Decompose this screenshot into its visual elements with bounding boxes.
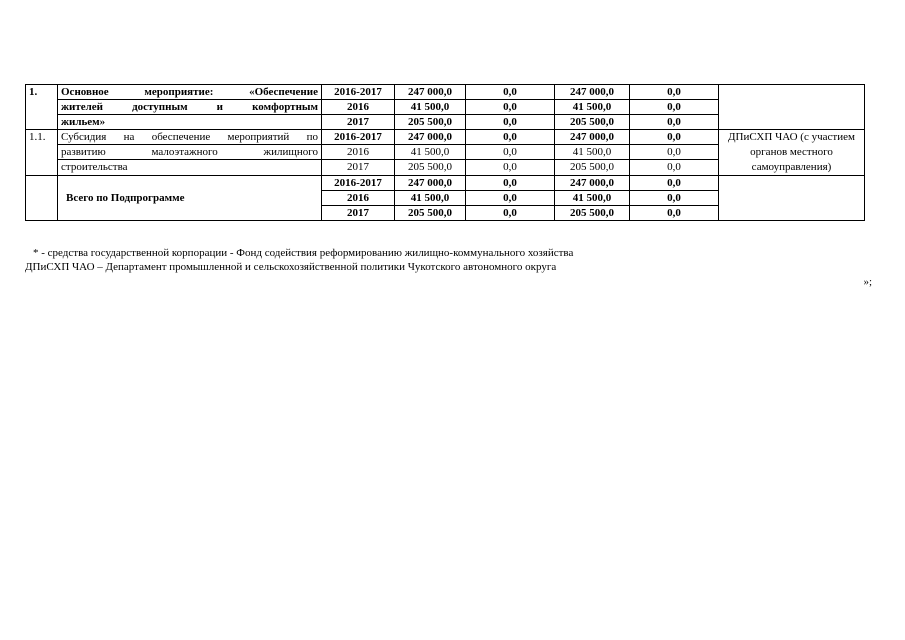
period-year: 2016 — [322, 145, 395, 160]
period-year: 2016-2017 — [322, 176, 395, 191]
period-col3: 0,0 — [630, 130, 719, 145]
period-col3: 0,0 — [630, 145, 719, 160]
period-col3: 0,0 — [630, 160, 719, 176]
total-label: Всего по Подпрограмме — [58, 176, 322, 221]
period-col3: 0,0 — [630, 206, 719, 221]
period-col1: 0,0 — [466, 160, 555, 176]
period-total: 205 500,0 — [395, 160, 466, 176]
footnote-asterisk: * - средства государственной корпорации - Фонд содействия реформированию жилищно-коммунального хозяйства — [33, 247, 574, 259]
period-year: 2016-2017 — [322, 85, 395, 100]
period-col3: 0,0 — [630, 85, 719, 100]
row-number: 1. — [26, 85, 58, 130]
period-total: 205 500,0 — [395, 206, 466, 221]
period-year: 2017 — [322, 160, 395, 176]
table-row — [26, 130, 865, 145]
closing-quote-mark: »; — [863, 276, 872, 288]
executor-cell — [719, 85, 865, 130]
row-description-line: жильем» — [58, 115, 322, 130]
period-col1: 0,0 — [466, 130, 555, 145]
period-col2: 205 500,0 — [555, 115, 630, 130]
footnote-abbreviation: ДПиСХП ЧАО – Департамент промышленной и сельскохозяйственной политики Чукотского автономного округа — [25, 261, 557, 273]
period-col2: 247 000,0 — [555, 176, 630, 191]
period-col2: 205 500,0 — [555, 206, 630, 221]
period-col2: 247 000,0 — [555, 85, 630, 100]
period-col2: 41 500,0 — [555, 191, 630, 206]
period-total: 247 000,0 — [395, 85, 466, 100]
period-year: 2016-2017 — [322, 130, 395, 145]
period-total: 247 000,0 — [395, 176, 466, 191]
period-col3: 0,0 — [630, 115, 719, 130]
period-col2: 41 500,0 — [555, 145, 630, 160]
period-year: 2017 — [322, 115, 395, 130]
row-number — [26, 176, 58, 221]
table-row — [26, 85, 865, 100]
period-total: 41 500,0 — [395, 191, 466, 206]
period-total: 41 500,0 — [395, 145, 466, 160]
period-col1: 0,0 — [466, 115, 555, 130]
executor-cell — [719, 176, 865, 221]
table-row — [26, 176, 865, 191]
row-description-line: строительства — [58, 160, 322, 176]
period-year: 2016 — [322, 191, 395, 206]
row-description-line: Субсидия на обеспечение мероприятий по — [58, 130, 322, 145]
period-year: 2017 — [322, 206, 395, 221]
period-total: 247 000,0 — [395, 130, 466, 145]
period-col2: 205 500,0 — [555, 160, 630, 176]
period-col3: 0,0 — [630, 100, 719, 115]
executor-cell: ДПиСХП ЧАО (с участием органов местного самоуправления) — [719, 130, 865, 176]
period-col1: 0,0 — [466, 100, 555, 115]
period-col2: 41 500,0 — [555, 100, 630, 115]
period-col1: 0,0 — [466, 206, 555, 221]
period-col1: 0,0 — [466, 191, 555, 206]
row-description-line: жителей доступным и комфортным — [58, 100, 322, 115]
period-year: 2016 — [322, 100, 395, 115]
row-description-line: Основное мероприятие: «Обеспечение — [58, 85, 322, 100]
period-col3: 0,0 — [630, 191, 719, 206]
period-col1: 0,0 — [466, 85, 555, 100]
row-description-line: развитию малоэтажного жилищного — [58, 145, 322, 160]
subprogram-table — [25, 84, 865, 221]
period-total: 41 500,0 — [395, 100, 466, 115]
footnotes — [25, 246, 573, 274]
period-col1: 0,0 — [466, 145, 555, 160]
row-number: 1.1. — [26, 130, 58, 176]
period-col1: 0,0 — [466, 176, 555, 191]
period-col3: 0,0 — [630, 176, 719, 191]
period-col2: 247 000,0 — [555, 130, 630, 145]
period-total: 205 500,0 — [395, 115, 466, 130]
